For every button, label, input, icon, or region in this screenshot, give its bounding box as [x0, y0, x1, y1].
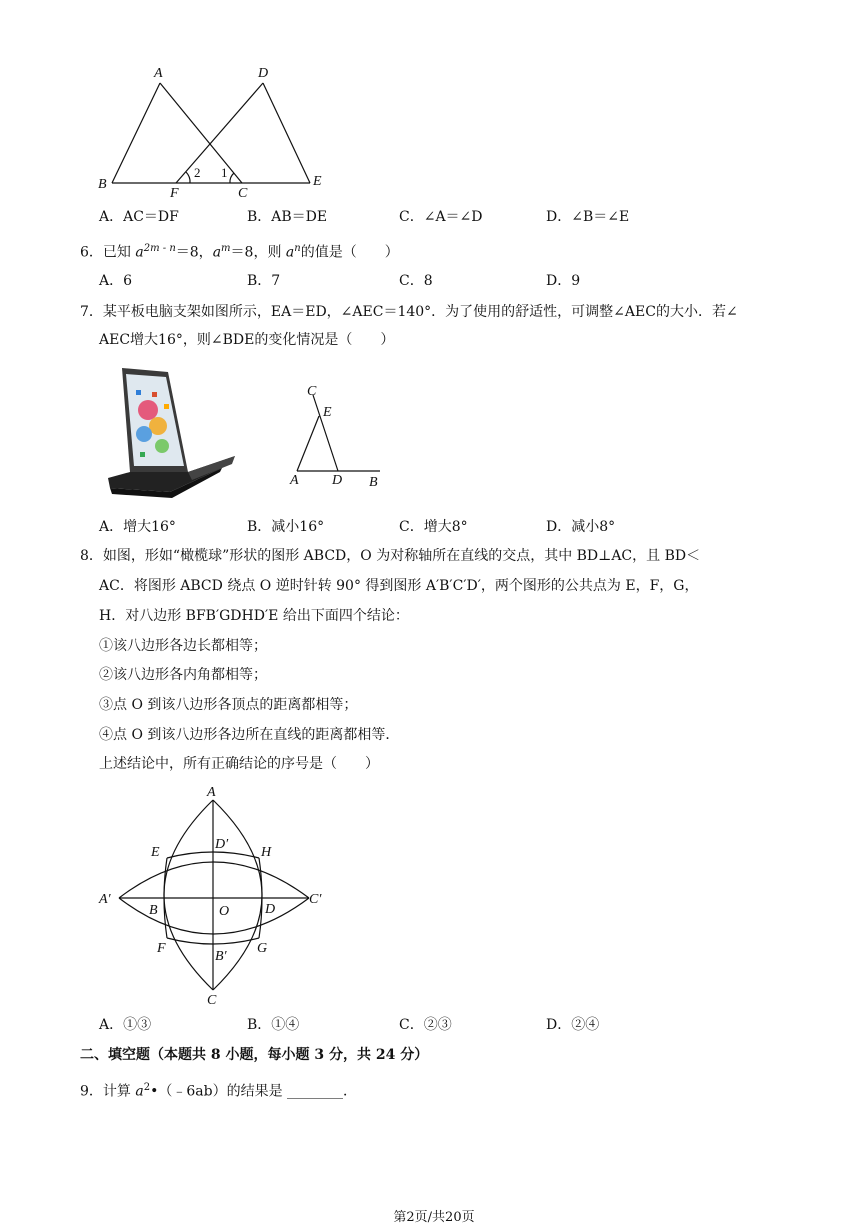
q7-label-E: E — [323, 405, 332, 420]
q5-option-b: B．AB＝DE — [247, 209, 328, 225]
q7-option-c: C．增大8° — [399, 519, 468, 535]
q8-conclusion-1: ①该八边形各边长都相等； — [99, 638, 267, 654]
q7-label-B: B — [369, 475, 378, 490]
q8-option-b: B．①④ — [247, 1017, 300, 1033]
q8-label-D-prime: D′ — [215, 837, 229, 852]
q7-line2: AEC增大16°，则∠BDE的变化情况是（ ） — [99, 332, 395, 348]
rugby-ball-figure — [95, 780, 335, 1010]
label-angle-1: 1 — [221, 165, 228, 180]
q6-option-c: C．8 — [399, 273, 433, 289]
label-B: B — [98, 177, 107, 192]
q6-stem — [80, 239, 399, 263]
q7-label-C: C — [307, 384, 317, 399]
q6-base3: a — [285, 244, 295, 261]
q9-stem — [80, 1078, 357, 1102]
q7-label-A: A — [290, 473, 299, 488]
angle-1-arc — [230, 173, 234, 183]
q6-prefix: 已知 — [102, 244, 131, 261]
q7-option-d: D．减小8° — [546, 519, 616, 535]
q8-ask: 上述结论中，所有正确结论的序号是（ ） — [99, 756, 379, 772]
q9-end: ． — [343, 1083, 358, 1100]
q6-option-a: A．6 — [99, 273, 133, 289]
q7-stand-diagram — [285, 378, 395, 493]
q8-label-E: E — [151, 845, 160, 860]
label-angle-2: 2 — [194, 165, 201, 180]
page-footer: 第2页/共20页 — [393, 1210, 475, 1225]
q5-option-a: A．AC＝DF — [99, 209, 179, 225]
q8-label-A: A — [207, 785, 216, 800]
q6-option-b: B．7 — [247, 273, 281, 289]
q6-exp1: 2m - n — [143, 243, 176, 254]
q9-prefix: 9．计算 — [80, 1083, 131, 1100]
q6-option-d: D．9 — [546, 273, 581, 289]
q8-conclusion-2: ②该八边形各内角都相等； — [99, 667, 267, 683]
q8-label-F: F — [157, 941, 166, 956]
q8-label-O: O — [219, 904, 230, 919]
q8-label-C: C — [207, 993, 217, 1008]
q7-label-D: D — [332, 473, 343, 488]
q8-label-D: D — [265, 902, 276, 917]
q6-exp2: m — [221, 243, 231, 254]
arc-left — [164, 800, 213, 990]
q8-line2: AC．将图形 ABCD 绕点 O 逆时针转 90° 得到图形 A′B′C′D′，两个图形的公共点为 E，F，G， — [99, 578, 699, 594]
q8-label-H: H — [261, 845, 272, 860]
label-C: C — [238, 186, 248, 200]
q9-base: a — [135, 1083, 144, 1100]
q5-option-c: C．∠A＝∠D — [399, 209, 483, 225]
q6-number: 6． — [80, 244, 103, 261]
q8-option-a: A．①③ — [99, 1017, 152, 1033]
q8-line3: H．对八边形 BFB′GDHD′E 给出下面四个结论： — [99, 608, 409, 624]
section-2-title: 二、填空题（本题共 8 小题，每小题 3 分，共 24 分） — [80, 1047, 429, 1063]
q8-label-C-prime: C′ — [309, 892, 322, 907]
arc-bottom — [119, 898, 309, 934]
label-D: D — [258, 66, 269, 81]
label-F: F — [170, 186, 179, 200]
q9-answer-blank[interactable]: ________ — [287, 1083, 344, 1100]
q8-conclusion-4: ④点 O 到该八边形各边所在直线的距离都相等． — [99, 727, 400, 743]
q8-label-A-prime: A′ — [99, 892, 111, 907]
q8-label-B: B — [149, 903, 158, 918]
q5-option-d: D．∠B＝∠E — [546, 209, 630, 225]
q8-option-d: D．②④ — [546, 1017, 600, 1033]
triangles-figure — [90, 60, 340, 200]
label-A: A — [154, 66, 163, 81]
q8-option-c: C．②③ — [399, 1017, 452, 1033]
q7-line1: 7．某平板电脑支架如图所示，EA＝ED，∠AEC＝140°．为了使用的舒适性，可调整∠AEC的大小．若∠ — [80, 304, 738, 320]
q6-suffix: 的值是（ ） — [300, 244, 399, 261]
q6-base: a — [135, 244, 144, 261]
q7-option-a: A．增大16° — [99, 519, 176, 535]
q6-base2: a — [212, 244, 222, 261]
q6-mid2: ＝8，则 — [230, 244, 282, 261]
angle-2-arc — [186, 172, 190, 183]
q6-mid1: ＝8， — [175, 244, 213, 261]
q7-option-b: B．减小16° — [247, 519, 325, 535]
arc-top — [119, 862, 309, 898]
q8-line1: 8．如图，形如“橄榄球”形状的图形 ABCD，O 为对称轴所在直线的交点，其中 BD⊥AC，且 BD＜ — [80, 548, 701, 564]
tablet-stand-image — [100, 360, 240, 500]
q9-mid: •（﹣6ab）的结果是 — [150, 1083, 283, 1100]
q8-label-G: G — [257, 941, 268, 956]
q6-exp3: n — [294, 243, 301, 254]
label-E: E — [313, 174, 322, 189]
q9-exp: 2 — [143, 1082, 151, 1093]
q8-label-B-prime: B′ — [215, 949, 227, 964]
q8-conclusion-3: ③点 O 到该八边形各顶点的距离都相等； — [99, 697, 358, 713]
